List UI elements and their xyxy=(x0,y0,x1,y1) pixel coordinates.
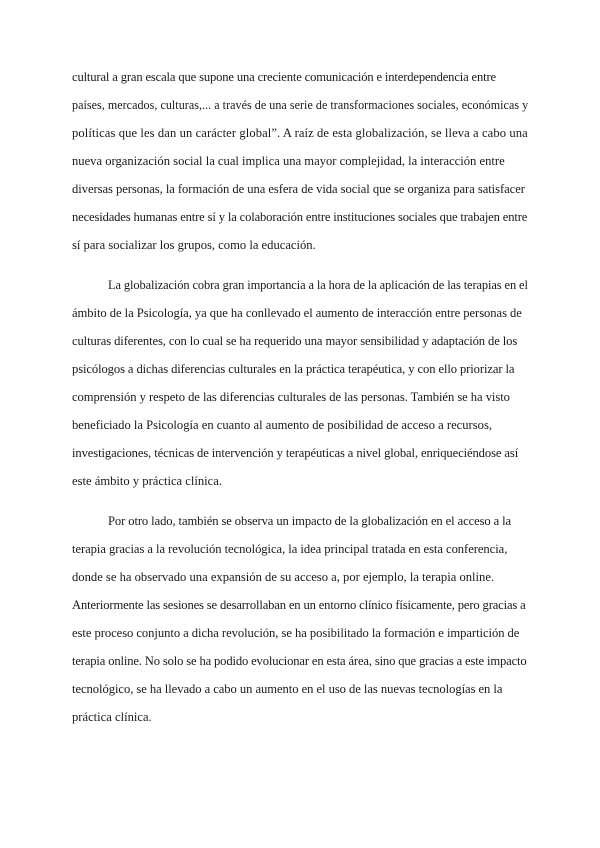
paragraph-2-line-2: ámbito de la Psicología, ya que ha conllevado el aumento de interacción entre personas de xyxy=(72,306,522,320)
paragraph-3-line-6: terapia online. No solo se ha podido evolucionar en esta área, sino que gracias a este impacto xyxy=(72,654,527,668)
paragraph-1-line-2: países, mercados, culturas,... a través de una serie de transformaciones sociales, económicas y xyxy=(72,98,529,112)
paragraph-3-line-8: práctica clínica. xyxy=(72,710,152,724)
paragraph-2-line-5: comprensión y respeto de las diferencias culturales de las personas. También se ha visto xyxy=(72,390,510,404)
paragraph-3-line-7: tecnológico, se ha llevado a cabo un aumento en el uso de las nuevas tecnologías en la xyxy=(72,682,503,696)
paragraph-3-line-3: donde se ha observado una expansión de su acceso a, por ejemplo, la terapia online. xyxy=(72,570,495,584)
paragraph-1-line-6: necesidades humanas entre sí y la colaboración entre instituciones sociales que trabajen entre xyxy=(72,210,528,224)
paragraph-2-line-8: este ámbito y práctica clínica. xyxy=(72,474,223,488)
paragraph-1-line-4: nueva organización social la cual implica una mayor complejidad, la interacción entre xyxy=(72,154,505,168)
paragraph-1-line-1: cultural a gran escala que supone una creciente comunicación e interdependencia entre xyxy=(72,70,496,84)
paragraph-3-line-2: terapia gracias a la revolución tecnológica, la idea principal tratada en esta conferencia, xyxy=(72,542,508,556)
paragraph-2-line-4: psicólogos a dichas diferencias culturales en la práctica terapéutica, y con ello priorizar la xyxy=(72,362,515,376)
paragraph-3-line-1: Por otro lado, también se observa un impacto de la globalización en el acceso a la xyxy=(108,514,512,528)
paragraph-3-line-4: Anteriormente las sesiones se desarrollaban en un entorno clínico físicamente, pero gracias a xyxy=(72,598,526,612)
paragraph-3-line-5: este proceso conjunto a dicha revolución, se ha posibilitado la formación e impartición de xyxy=(72,626,520,640)
paragraph-1-line-7: sí para socializar los grupos, como la educación. xyxy=(72,238,316,252)
paragraph-1-line-5: diversas personas, la formación de una esfera de vida social que se organiza para satisfacer xyxy=(72,182,525,196)
paragraph-2-line-6: beneficiado la Psicología en cuanto al aumento de posibilidad de acceso a recursos, xyxy=(72,418,492,432)
paragraph-2-line-3: culturas diferentes, con lo cual se ha requerido una mayor sensibilidad y adaptación de los xyxy=(72,334,518,348)
paragraph-2-line-7: investigaciones, técnicas de intervención y terapéuticas a nivel global, enriqueciéndose así xyxy=(72,446,519,460)
paragraph-2-line-1: La globalización cobra gran importancia a la hora de la aplicación de las terapias en el xyxy=(108,278,528,292)
paragraph-1-line-3: políticas que les dan un carácter global”. A raíz de esta globalización, se lleva a cabo una xyxy=(72,126,528,140)
